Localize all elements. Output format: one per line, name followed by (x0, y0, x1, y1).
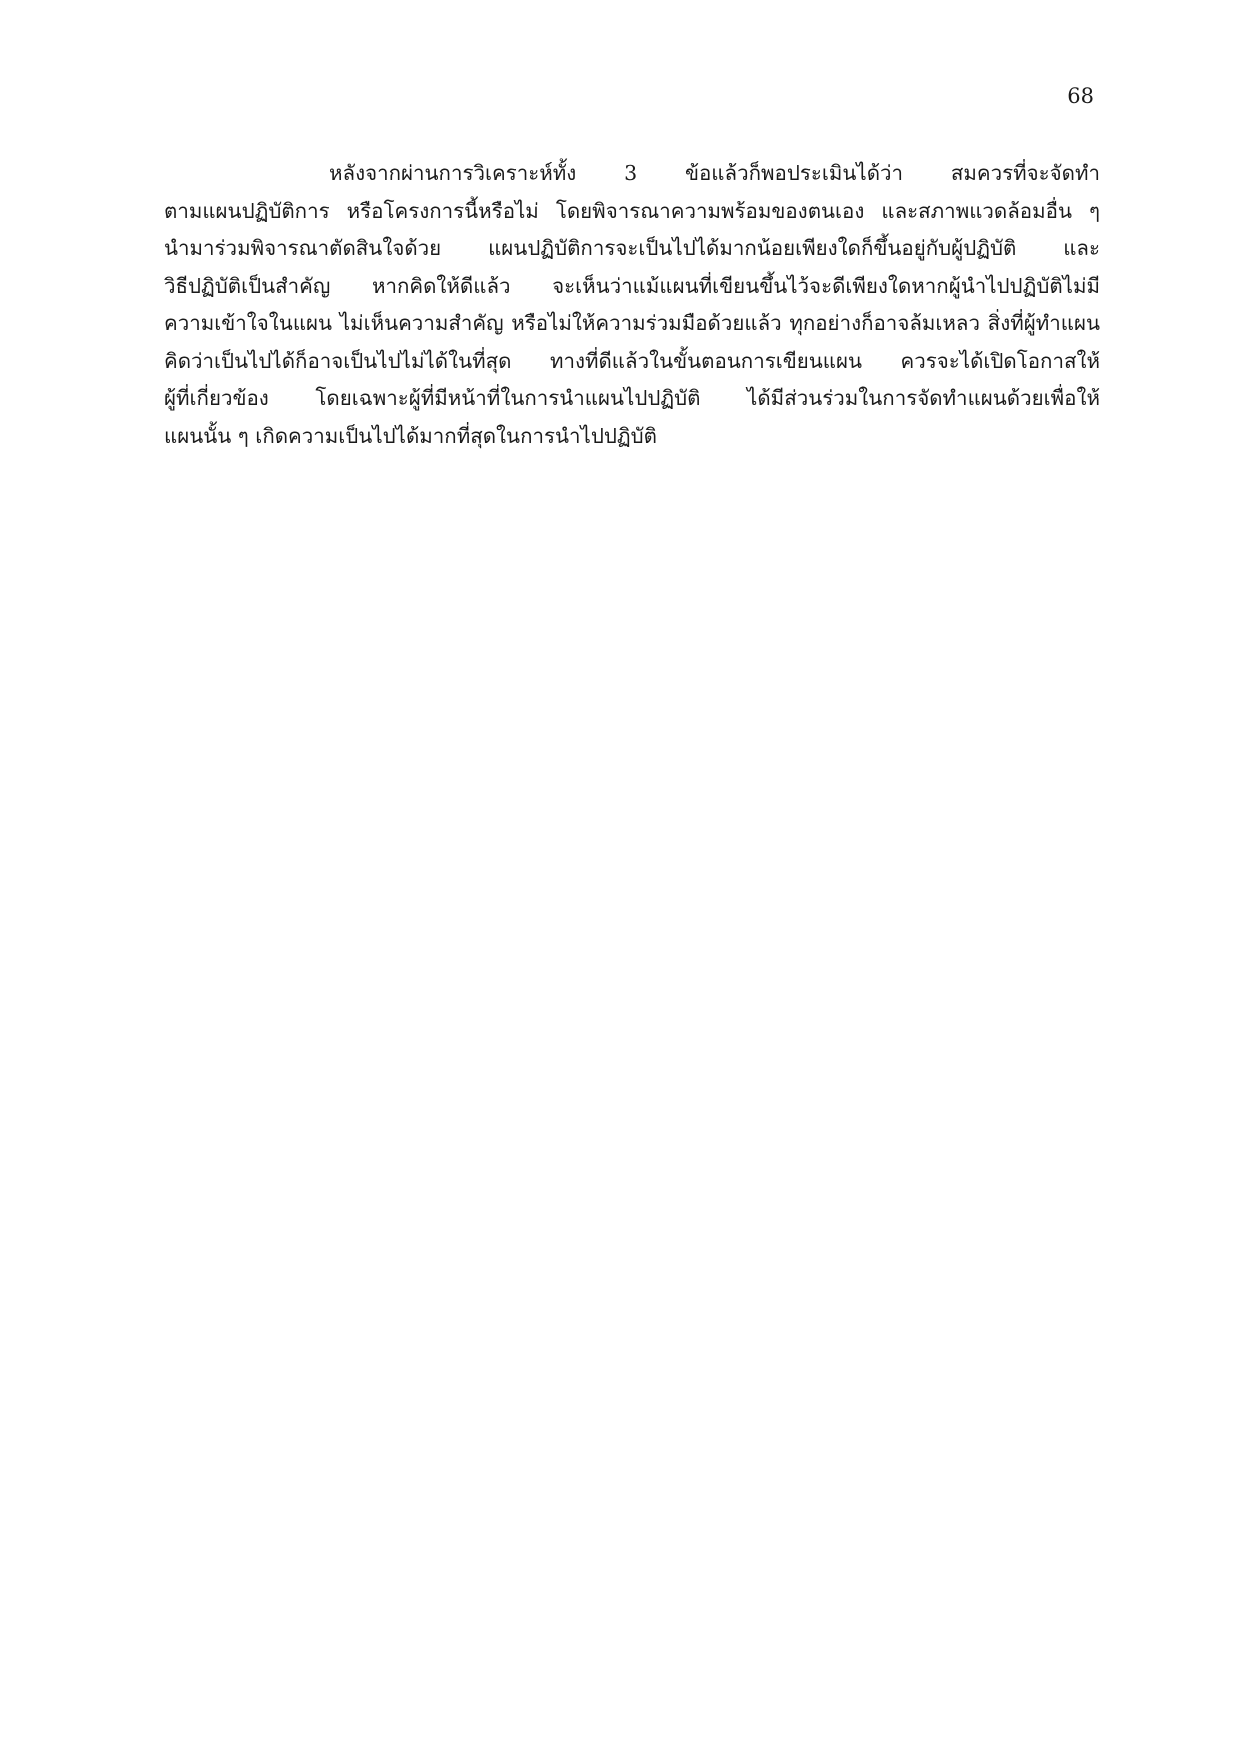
paragraph-line: ตามแผนปฏิบัติการ หรือโครงการนี้หรือไม่ โดยพิจารณาความพร้อมของตนเอง และสภาพแวดล้อมอื่น ๆ (164, 198, 1100, 223)
paragraph-line: หลังจากผ่านการวิเคราะห์ทั้ง 3 ข้อแล้วก็พอประเมินได้ว่า สมควรที่จะจัดทำ (329, 161, 1100, 185)
paragraph-line: คิดว่าเป็นไปได้ก็อาจเป็นไปไม่ได้ในที่สุด ทางที่ดีแล้วในขั้นตอนการเขียนแผน ควรจะได้เปิดโอกาสให้ (164, 348, 1100, 373)
paragraph-line: ผู้ที่เกี่ยวข้อง โดยเฉพาะผู้ที่มีหน้าที่ในการนำแผนไปปฏิบัติ ได้มีส่วนร่วมในการจัดทำแผนด้วยเพื่อให้ (164, 386, 1100, 410)
paragraph-line: แผนนั้น ๆ เกิดความเป็นไปได้มากที่สุดในการนำไปปฏิบัติ (164, 423, 657, 448)
paragraph-line: ความเข้าใจในแผน ไม่เห็นความสำคัญ หรือไม่ให้ความร่วมมือด้วยแล้ว ทุกอย่างก็อาจล้มเหลว สิ่งที่ผู้ทำแผน (164, 311, 1100, 335)
paragraph-line: วิธีปฏิบัติเป็นสำคัญ หากคิดให้ดีแล้ว จะเห็นว่าแม้แผนที่เขียนขึ้นไว้จะดีเพียงใดหากผู้นำไปปฏิบัติไม่มี (164, 273, 1100, 298)
page-number: 68 (1067, 84, 1094, 108)
body-paragraph (164, 155, 1100, 455)
paragraph-line: นำมาร่วมพิจารณาตัดสินใจด้วย แผนปฏิบัติการจะเป็นไปได้มากน้อยเพียงใดก็ขึ้นอยู่กับผู้ปฏิบัติ และ (164, 236, 1100, 260)
